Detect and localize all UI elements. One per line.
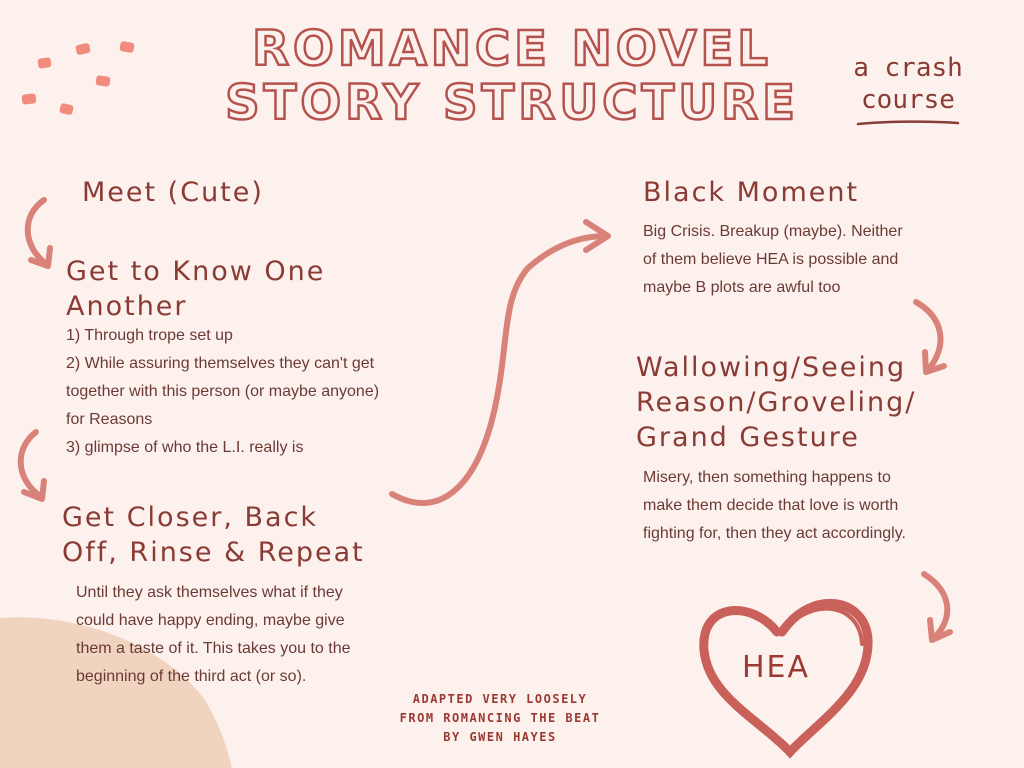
wallowing-heading (636, 350, 936, 455)
wallowing-heading-line-1: Wallowing/Seeing (636, 352, 907, 383)
title-line-2: STORY STRUCTURE (225, 75, 799, 131)
get-to-know-list (66, 322, 396, 462)
title-line-1: ROMANCE NOVEL (252, 21, 772, 77)
black-moment-body: Big Crisis. Breakup (maybe). Neither of them believe HEA is possible and maybe B plots are awful too (643, 223, 903, 296)
get-closer-body: Until they ask themselves what if they could have happy ending, maybe give them a taste of it. This takes you to the beginning of the third act (or so). (76, 584, 351, 685)
page-title (162, 22, 862, 130)
credit-line-1: ADAPTED VERY LOOSELY (412, 692, 588, 706)
subtitle (840, 52, 976, 116)
confetti-dots (22, 41, 135, 115)
black-moment-heading: Black Moment (643, 177, 860, 208)
subtitle-line-1: a crash (853, 53, 963, 83)
credit-line-3: BY GWEN HAYES (443, 730, 557, 744)
subtitle-underline (858, 122, 958, 124)
get-to-know-heading-line-1: Get to Know One (66, 256, 326, 287)
wallowing-heading-line-3: Grand Gesture (636, 422, 860, 453)
list-item: 2) While assuring themselves they can't get together with this person (or maybe anyone) for Reasons (66, 355, 380, 428)
get-to-know-heading (66, 254, 386, 324)
curved-arrow-icon (924, 574, 950, 640)
get-closer-heading (62, 500, 382, 570)
get-closer-heading-line-2: Off, Rinse & Repeat (62, 537, 365, 568)
get-to-know-heading-line-2: Another (66, 291, 188, 322)
credit (380, 690, 620, 747)
curved-arrow-icon (21, 432, 44, 499)
s-curve-arrow-icon (392, 222, 608, 503)
meet-cute-heading: Meet (Cute) (82, 177, 264, 208)
curved-arrow-icon (28, 200, 50, 266)
subtitle-line-2: course (861, 85, 955, 115)
credit-line-2: FROM ROMANCING THE BEAT (399, 711, 601, 725)
wallowing-heading-line-2: Reason/Groveling/ (636, 387, 917, 418)
get-closer-heading-line-1: Get Closer, Back (62, 502, 319, 533)
hea-label: HEA (742, 650, 811, 685)
wallowing-body: Misery, then something happens to make them decide that love is worth fighting for, then they act accordingly. (643, 469, 906, 542)
list-item: 1) Through trope set up (66, 327, 233, 344)
list-item: 3) glimpse of who the L.I. really is (66, 439, 304, 456)
